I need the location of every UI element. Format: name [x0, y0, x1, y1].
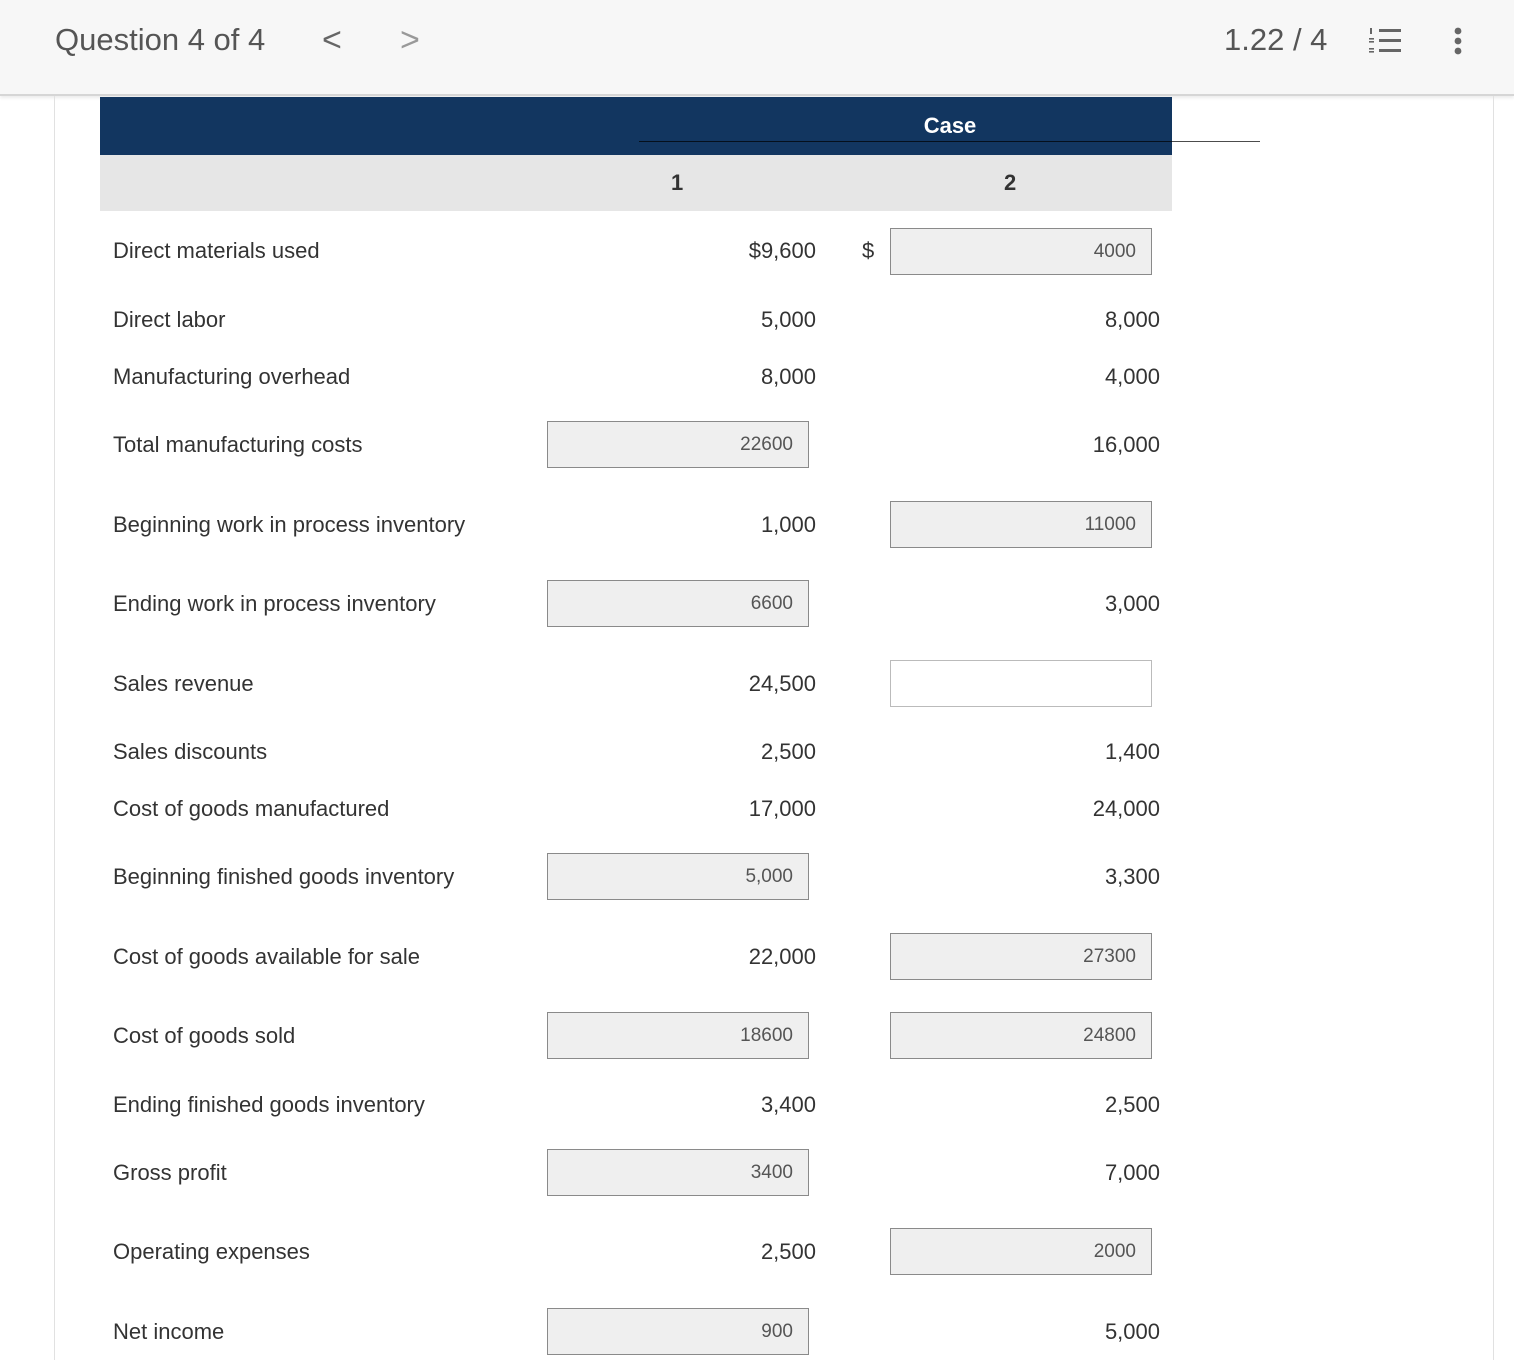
row-label-beginning-finished-goods: Beginning finished goods inventory: [113, 864, 455, 889]
table-header-case: [100, 97, 1172, 155]
row-label-cost-of-goods-manufactured: Cost of goods manufactured: [113, 796, 390, 821]
row-label-direct-materials: Direct materials used: [113, 238, 320, 263]
case2-beginning-finished-goods: 3,300: [1104, 864, 1160, 889]
case2-beginning-wip-input[interactable]: 11000: [890, 501, 1152, 548]
case1-operating-expenses: 2,500: [760, 1239, 816, 1264]
case2-sales-discounts: 1,400: [1104, 739, 1160, 764]
case1-direct-labor: 5,000: [760, 307, 816, 332]
case2-ending-wip: 3,000: [1104, 591, 1160, 616]
case1-cost-of-goods-manufactured: 17,000: [748, 796, 816, 821]
score-display: 1.22 / 4: [1224, 22, 1328, 57]
case2-cost-of-goods-available-input[interactable]: 27300: [890, 933, 1152, 980]
case2-cost-of-goods-sold-input[interactable]: 24800: [890, 1012, 1152, 1059]
row-label-sales-discounts: Sales discounts: [113, 739, 268, 764]
card-border-left: [54, 96, 55, 1360]
case-header-label: Case: [923, 113, 977, 138]
case2-sales-revenue-input[interactable]: [890, 660, 1152, 707]
next-question-button[interactable]: >: [400, 21, 420, 59]
column-header-case-1: 1: [671, 170, 684, 195]
row-label-net-income: Net income: [113, 1319, 225, 1344]
case1-beginning-wip: 1,000: [760, 512, 816, 537]
case1-manufacturing-overhead: 8,000: [760, 364, 816, 389]
row-label-operating-expenses: Operating expenses: [113, 1239, 310, 1264]
case1-direct-materials: $9,600: [748, 238, 816, 263]
case2-direct-labor: 8,000: [1104, 307, 1160, 332]
card-border-right: [1493, 96, 1494, 1360]
case1-ending-wip-input[interactable]: 6600: [547, 580, 809, 627]
case1-beginning-finished-goods-input[interactable]: 5,000: [547, 853, 809, 900]
case2-operating-expenses-input[interactable]: 2000: [890, 1228, 1152, 1275]
row-label-beginning-wip: Beginning work in process inventory: [113, 512, 466, 537]
question-title: Question 4 of 4: [55, 22, 266, 57]
case2-total-manufacturing-costs: 16,000: [1092, 432, 1160, 457]
case2-direct-materials-input[interactable]: 4000: [890, 228, 1152, 275]
row-label-cost-of-goods-available: Cost of goods available for sale: [113, 944, 420, 969]
row-label-gross-profit: Gross profit: [113, 1160, 227, 1185]
dollar-sign: $: [862, 238, 875, 263]
case2-gross-profit: 7,000: [1104, 1160, 1160, 1185]
numbered-list-icon[interactable]: [1368, 26, 1402, 61]
case2-ending-finished-goods: 2,500: [1104, 1092, 1160, 1117]
case2-net-income: 5,000: [1104, 1319, 1160, 1344]
vertical-ellipsis-icon[interactable]: [1451, 26, 1465, 61]
row-label-ending-finished-goods: Ending finished goods inventory: [113, 1092, 425, 1117]
case1-net-income-input[interactable]: 900: [547, 1308, 809, 1355]
top-bar: [0, 0, 1514, 96]
row-label-total-manufacturing-costs: Total manufacturing costs: [113, 432, 363, 457]
case1-total-manufacturing-costs-input[interactable]: 22600: [547, 421, 809, 468]
table-header-columns: [100, 155, 1172, 211]
case1-sales-revenue: 24,500: [748, 671, 816, 696]
case1-ending-finished-goods: 3,400: [760, 1092, 816, 1117]
previous-question-button[interactable]: <: [322, 21, 342, 59]
row-label-direct-labor: Direct labor: [113, 307, 226, 332]
row-label-cost-of-goods-sold: Cost of goods sold: [113, 1023, 296, 1048]
case2-cost-of-goods-manufactured: 24,000: [1092, 796, 1160, 821]
case1-sales-discounts: 2,500: [760, 739, 816, 764]
case1-cost-of-goods-available: 22,000: [748, 944, 816, 969]
column-header-case-2: 2: [1004, 170, 1017, 195]
row-label-manufacturing-overhead: Manufacturing overhead: [113, 364, 351, 389]
case2-manufacturing-overhead: 4,000: [1104, 364, 1160, 389]
row-label-sales-revenue: Sales revenue: [113, 671, 254, 696]
case-header-rule: [639, 141, 1260, 142]
case1-gross-profit-input[interactable]: 3400: [547, 1149, 809, 1196]
row-label-ending-wip: Ending work in process inventory: [113, 591, 436, 616]
case1-cost-of-goods-sold-input[interactable]: 18600: [547, 1012, 809, 1059]
